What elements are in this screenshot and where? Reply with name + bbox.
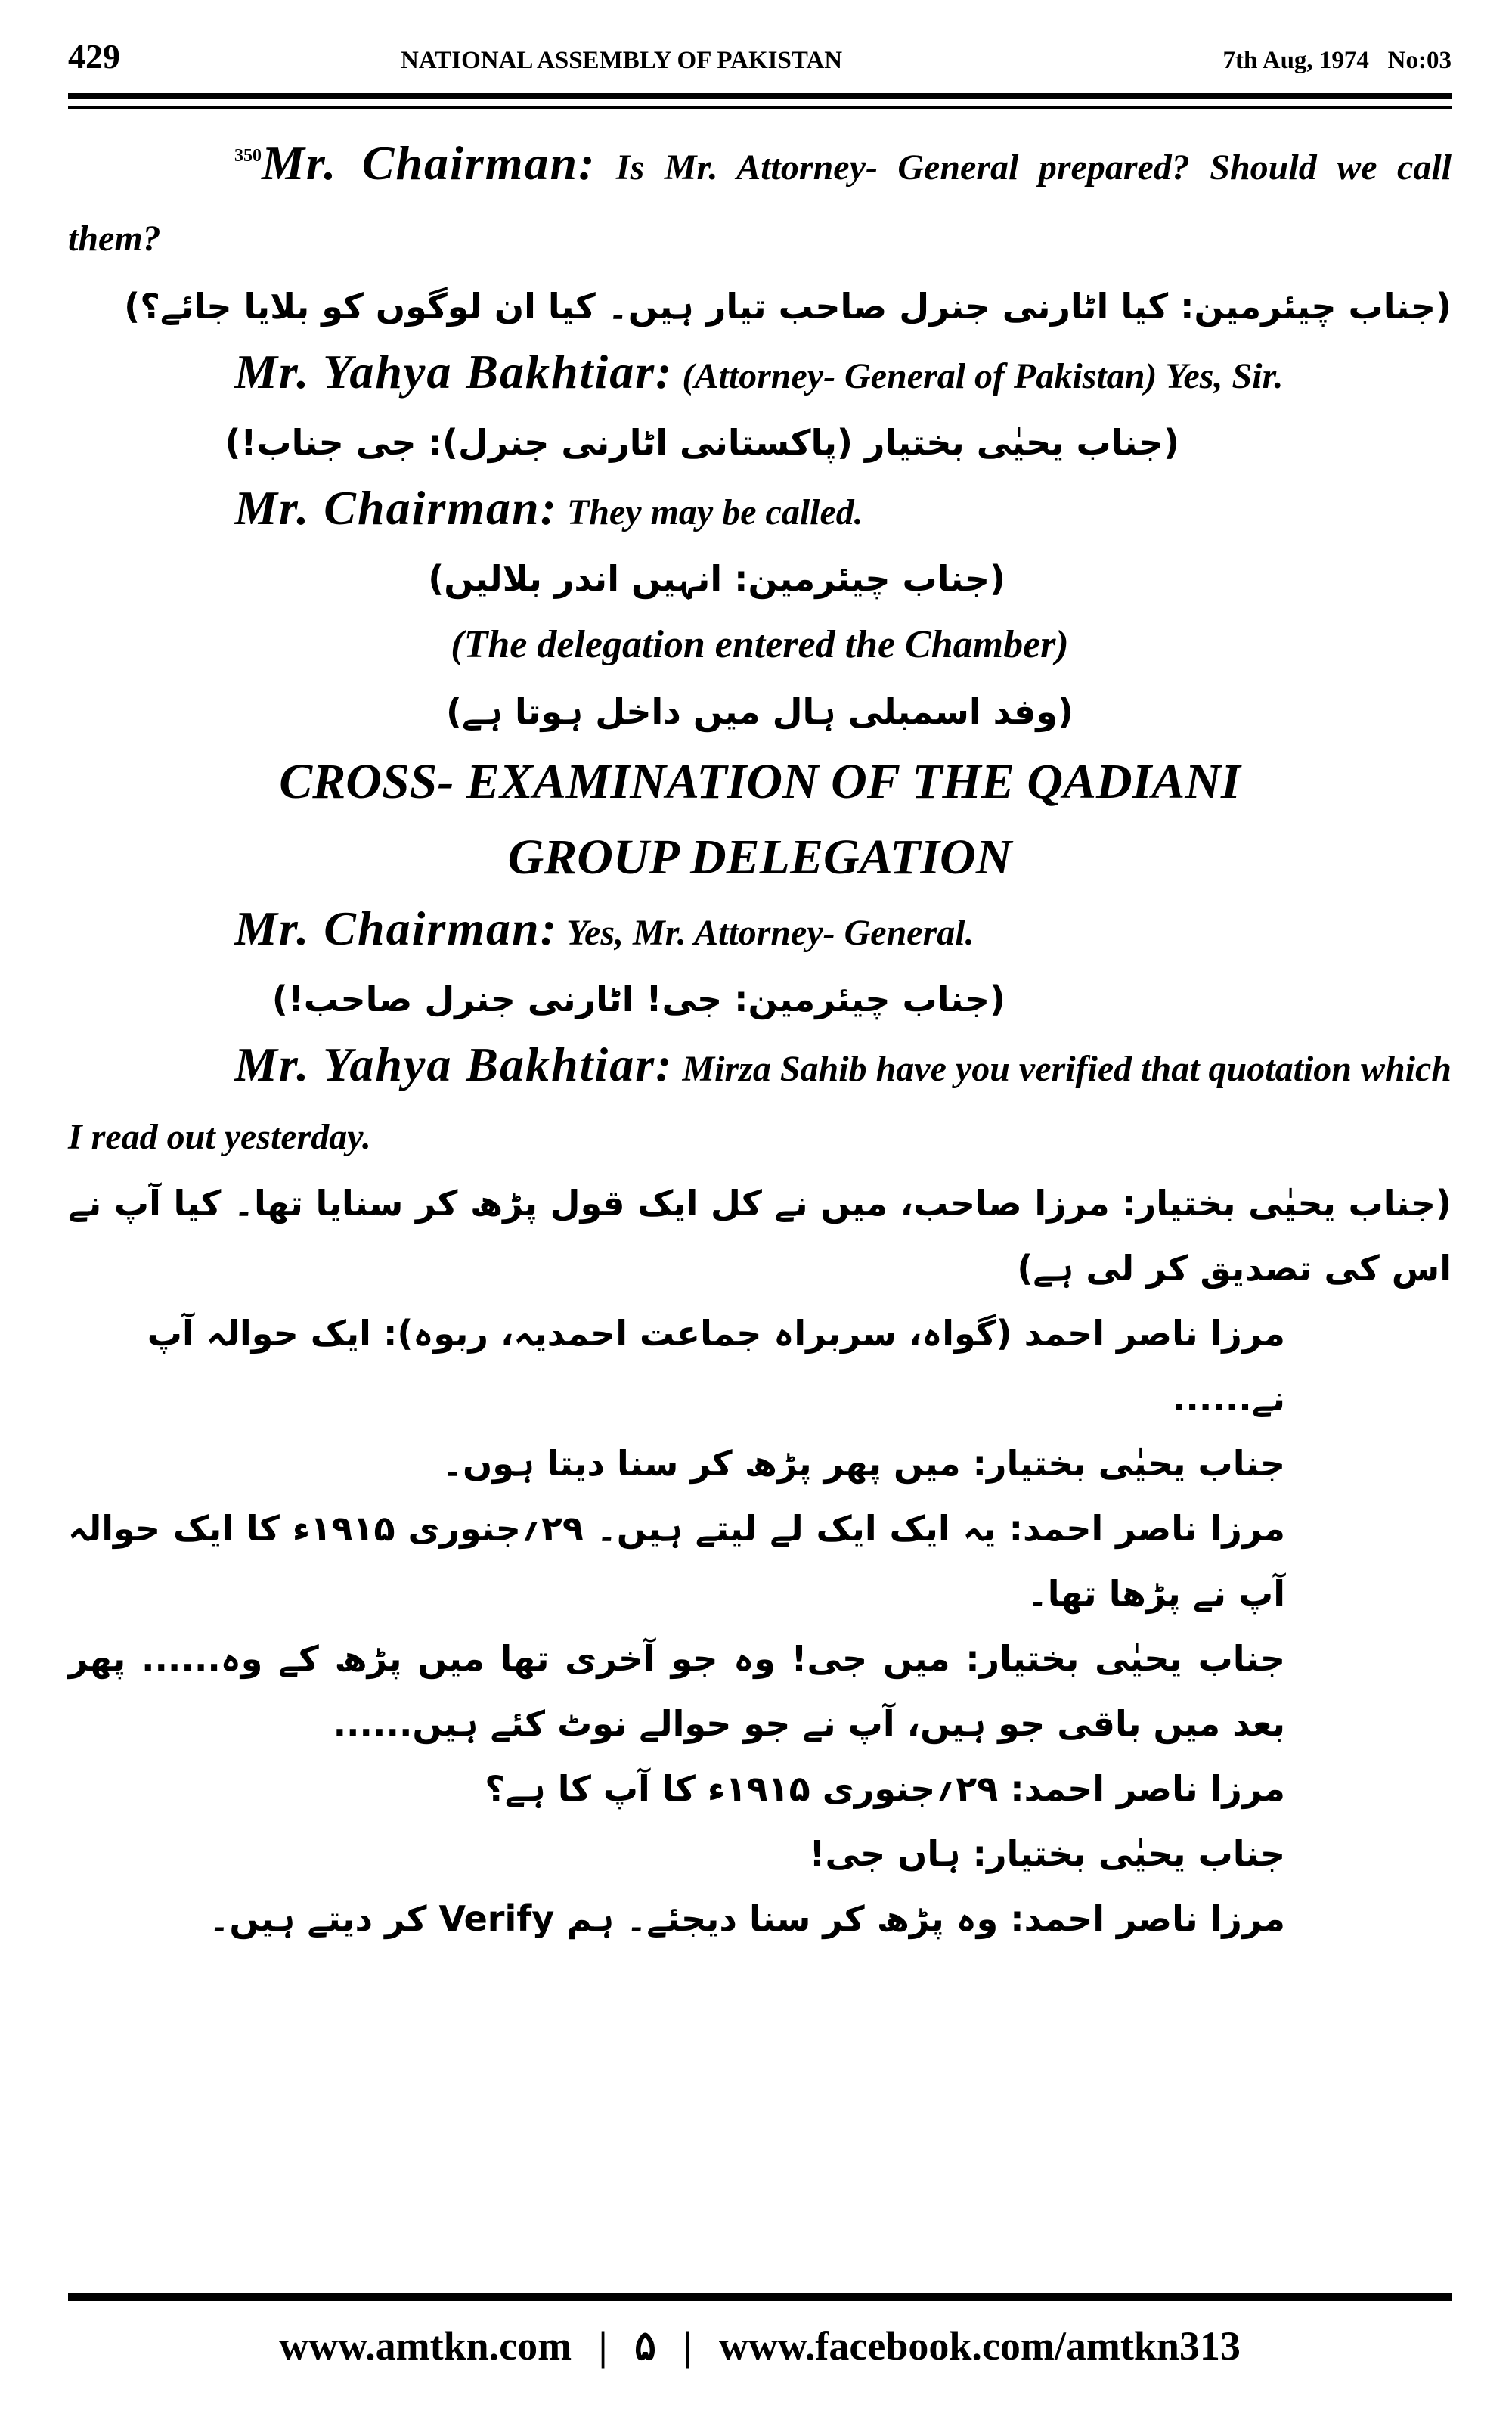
paragraph-chairman-1 (68, 129, 1452, 274)
paragraph-chairman-3 (68, 895, 1452, 966)
facebook-link[interactable]: www.facebook.com/amtkn313 (718, 2323, 1241, 2369)
speaker-name: Mr. Yahya Bakhtiar: (234, 345, 674, 399)
page-header (68, 36, 1452, 89)
page-body (68, 129, 1452, 1951)
statement-text: Is Mr. Attorney- General prepared? Should we call them? (68, 147, 1452, 259)
dialogue-line: جناب یحیٰی بختیار: میں جی! وہ جو آخری تھا میں پڑھ کے وہ...... پھر بعد میں باقی جو ہیں، آپ نے جو حوالے نوٹ کئے ہیں...... (68, 1638, 1285, 1744)
section-heading: CROSS- EXAMINATION OF THE QADIANI (279, 754, 1241, 809)
urdu-translation: (جناب یحیٰی بختیار: مرزا صاحب، میں نے کل ایک قول پڑھ کر سنایا تھا۔ کیا آپ نے اس کی تصدیق کر لی ہے) (68, 1183, 1452, 1289)
statement-text: (Attorney- General of Pakistan) Yes, Sir. (673, 356, 1284, 396)
speaker-name: Mr. Chairman: (234, 481, 558, 535)
dialogue-line: جناب یحیٰی بختیار: ہاں جی! (809, 1833, 1285, 1874)
header-rule-thin (68, 106, 1452, 109)
footer-separator: | (598, 2323, 608, 2369)
dialogue-line: جناب یحیٰی بختیار: میں پھر پڑھ کر سنا دیتا ہوں۔ (442, 1443, 1285, 1484)
page-footer (68, 2293, 1452, 2390)
dialogue-line: مرزا ناصر احمد (گواہ، سربراہ جماعت احمدیہ، ربوہ): ایک حوالہ آپ نے...... (147, 1313, 1285, 1419)
paragraph-attorney-2 (68, 1032, 1452, 1171)
dialogue-line: مرزا ناصر احمد: یہ ایک ایک لے لیتے ہیں۔ ۲۹؍جنوری ۱۹۱۵ء کا ایک حوالہ آپ نے پڑھا تھا۔ (68, 1508, 1285, 1614)
stage-direction-urdu: (وفد اسمبلی ہال میں داخل ہوتا ہے) (446, 691, 1074, 732)
header-title: NATIONAL ASSEMBLY OF PAKISTAN (401, 47, 843, 74)
urdu-translation: (جناب چیئرمین: کیا اٹارنی جنرل صاحب تیار ہیں۔ کیا ان لوگوں کو بلایا جائے؟) (124, 286, 1452, 327)
speaker-name: Mr. Chairman: (262, 136, 596, 190)
header-date: 7th Aug, 1974 No:03 (1222, 47, 1452, 74)
website-link[interactable]: www.amtkn.com (279, 2323, 572, 2369)
statement-text: Yes, Mr. Attorney- General. (557, 913, 974, 953)
statement-text: Mirza Sahib have you verified that quotation which I read out yesterday. (68, 1049, 1452, 1157)
header-rule-thick (68, 93, 1452, 99)
urdu-translation: (جناب یحیٰی بختیار (پاکستانی اٹارنی جنرل): جی جناب!) (225, 422, 1179, 463)
footer-separator: | (683, 2323, 692, 2369)
statement-text: They may be called. (557, 492, 863, 532)
page-number: 429 (68, 37, 120, 76)
section-heading-line2: GROUP DELEGATION (507, 830, 1012, 885)
speaker-name: Mr. Chairman: (234, 901, 558, 955)
urdu-translation: (جناب چیئرمین: جی! اٹارنی جنرل صاحب!) (271, 979, 1005, 1019)
dialogue-line: مرزا ناصر احمد: وہ پڑھ کر سنا دیجئے۔ ہم Verify کر دیتے ہیں۔ (209, 1898, 1285, 1939)
paragraph-chairman-2 (68, 475, 1452, 546)
paragraph-attorney-1 (68, 339, 1452, 410)
speaker-name: Mr. Yahya Bakhtiar: (234, 1038, 674, 1091)
footer-text (68, 2322, 1452, 2369)
document-page (68, 30, 1452, 2390)
footer-rule (68, 2293, 1452, 2301)
dialogue-line: مرزا ناصر احمد: ۲۹؍جنوری ۱۹۱۵ء کا آپ کا ہے؟ (485, 1768, 1285, 1809)
footer-page-number: ۵ (634, 2323, 657, 2369)
stage-direction: (The delegation entered the Chamber) (451, 623, 1069, 666)
footnote-marker: 350 (234, 146, 262, 166)
urdu-translation: (جناب چیئرمین: انہیں اندر بلالیں) (428, 558, 1005, 599)
